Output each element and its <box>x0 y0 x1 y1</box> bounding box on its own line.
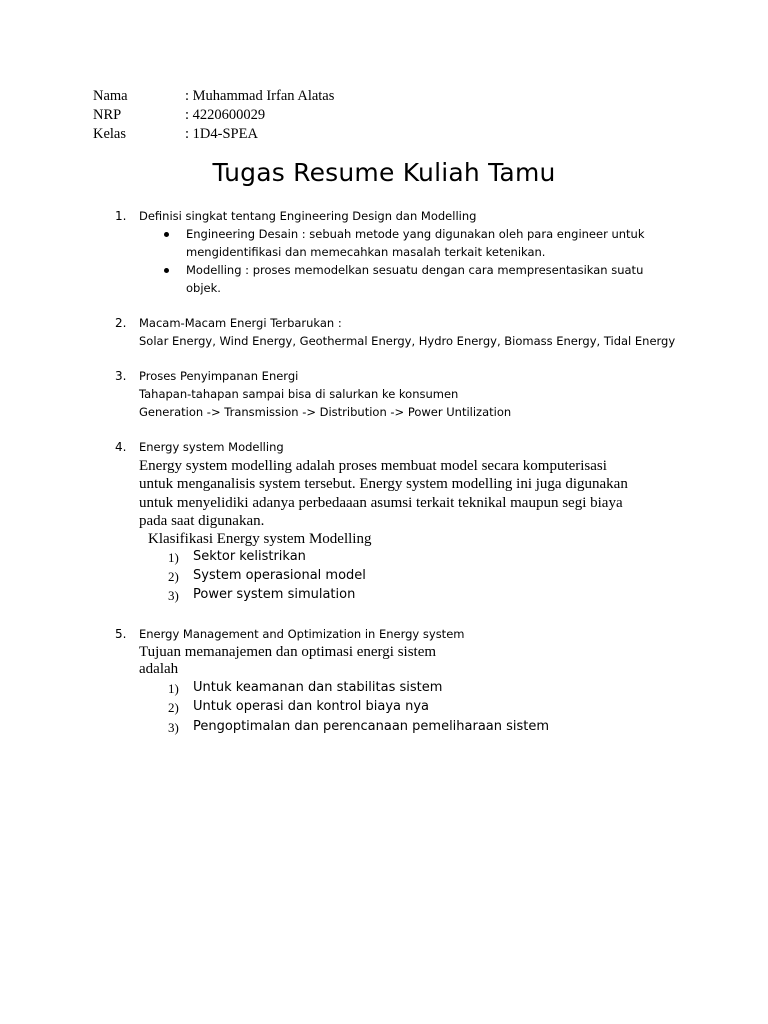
section-2-number: 2. <box>115 316 127 330</box>
document-title: Tugas Resume Kuliah Tamu <box>212 158 556 187</box>
kelas-row <box>93 125 334 144</box>
nama-row <box>93 87 334 106</box>
nrp-label: NRP <box>93 107 122 123</box>
section-4-item-2-number: 2) <box>168 569 179 584</box>
section-4-item-3-number: 3) <box>168 588 179 603</box>
section-3-number: 3. <box>115 369 127 383</box>
section-2-text: Solar Energy, Wind Energy, Geothermal Energy, Hydro Energy, Biomass Energy, Tidal Energy <box>139 334 676 348</box>
section-2-heading: Macam-Macam Energi Terbarukan : <box>139 316 342 330</box>
section-1-heading: Definisi singkat tentang Engineering Design dan Modelling <box>139 209 477 223</box>
bullet-icon <box>164 232 169 237</box>
section-4-paragraph-line-4: pada saat digunakan. <box>139 513 265 529</box>
section-4-heading: Energy system Modelling <box>139 440 284 454</box>
nrp-row <box>93 106 334 125</box>
section-4-number: 4. <box>115 440 127 454</box>
kelas-value: : 1D4-SPEA <box>185 126 258 142</box>
section-4-subheading: Klasifikasi Energy system Modelling <box>148 531 372 547</box>
section-4-paragraph-line-2: untuk menganalisis system tersebut. Energy system modelling ini juga digunakan <box>139 476 628 492</box>
section-4-item-1-number: 1) <box>168 550 179 565</box>
section-4-item-1-text: Sektor kelistrikan <box>193 549 306 564</box>
section-4-item-3-text: Power system simulation <box>193 587 356 602</box>
section-1-bullet-1-line-2: mengidentifikasi dan memecahkan masalah terkait ketenikan. <box>186 245 546 259</box>
section-1-bullet-1-line-1: Engineering Desain : sebuah metode yang digunakan oleh para engineer untuk <box>186 227 645 241</box>
section-4-paragraph-line-1: Energy system modelling adalah proses membuat model secara komputerisasi <box>139 458 607 474</box>
section-3-line-1: Tahapan-tahapan sampai bisa di salurkan ke konsumen <box>139 387 459 401</box>
section-5-number: 5. <box>115 627 127 641</box>
nama-value: : Muhammad Irfan Alatas <box>185 88 335 104</box>
section-1-bullet-2-line-1: Modelling : proses memodelkan sesuatu dengan cara mempresentasikan suatu <box>186 263 644 277</box>
section-4-paragraph-line-3: untuk menyelidiki adanya perbedaaan asumsi terkait teknikal maupun segi biaya <box>139 495 623 511</box>
section-1-bullet-2-line-2: objek. <box>186 281 221 295</box>
section-5-item-1-text: Untuk keamanan dan stabilitas sistem <box>193 680 443 695</box>
kelas-label: Kelas <box>93 126 127 142</box>
nrp-value: : 4220600029 <box>185 107 266 123</box>
section-1-number: 1. <box>115 209 127 223</box>
section-5-item-1-number: 1) <box>168 681 179 696</box>
section-5-paragraph-line-1: Tujuan memanajemen dan optimasi energi sistem <box>139 644 437 660</box>
bullet-icon <box>164 268 169 273</box>
section-4-item-2-text: System operasional model <box>193 568 366 583</box>
section-3-line-2: Generation -> Transmission -> Distribution -> Power Untilization <box>139 405 512 419</box>
section-5-heading: Energy Management and Optimization in Energy system <box>139 627 465 641</box>
section-5-item-3-number: 3) <box>168 720 179 735</box>
nama-label: Nama <box>93 88 128 104</box>
section-3-heading: Proses Penyimpanan Energi <box>139 369 299 383</box>
section-5-item-2-number: 2) <box>168 700 179 715</box>
section-5-item-2-text: Untuk operasi dan kontrol biaya nya <box>193 699 430 714</box>
student-info <box>93 87 334 144</box>
section-5-item-3-text: Pengoptimalan dan perencanaan pemeliharaan sistem <box>193 719 550 734</box>
section-5-paragraph-line-2: adalah <box>139 661 179 677</box>
